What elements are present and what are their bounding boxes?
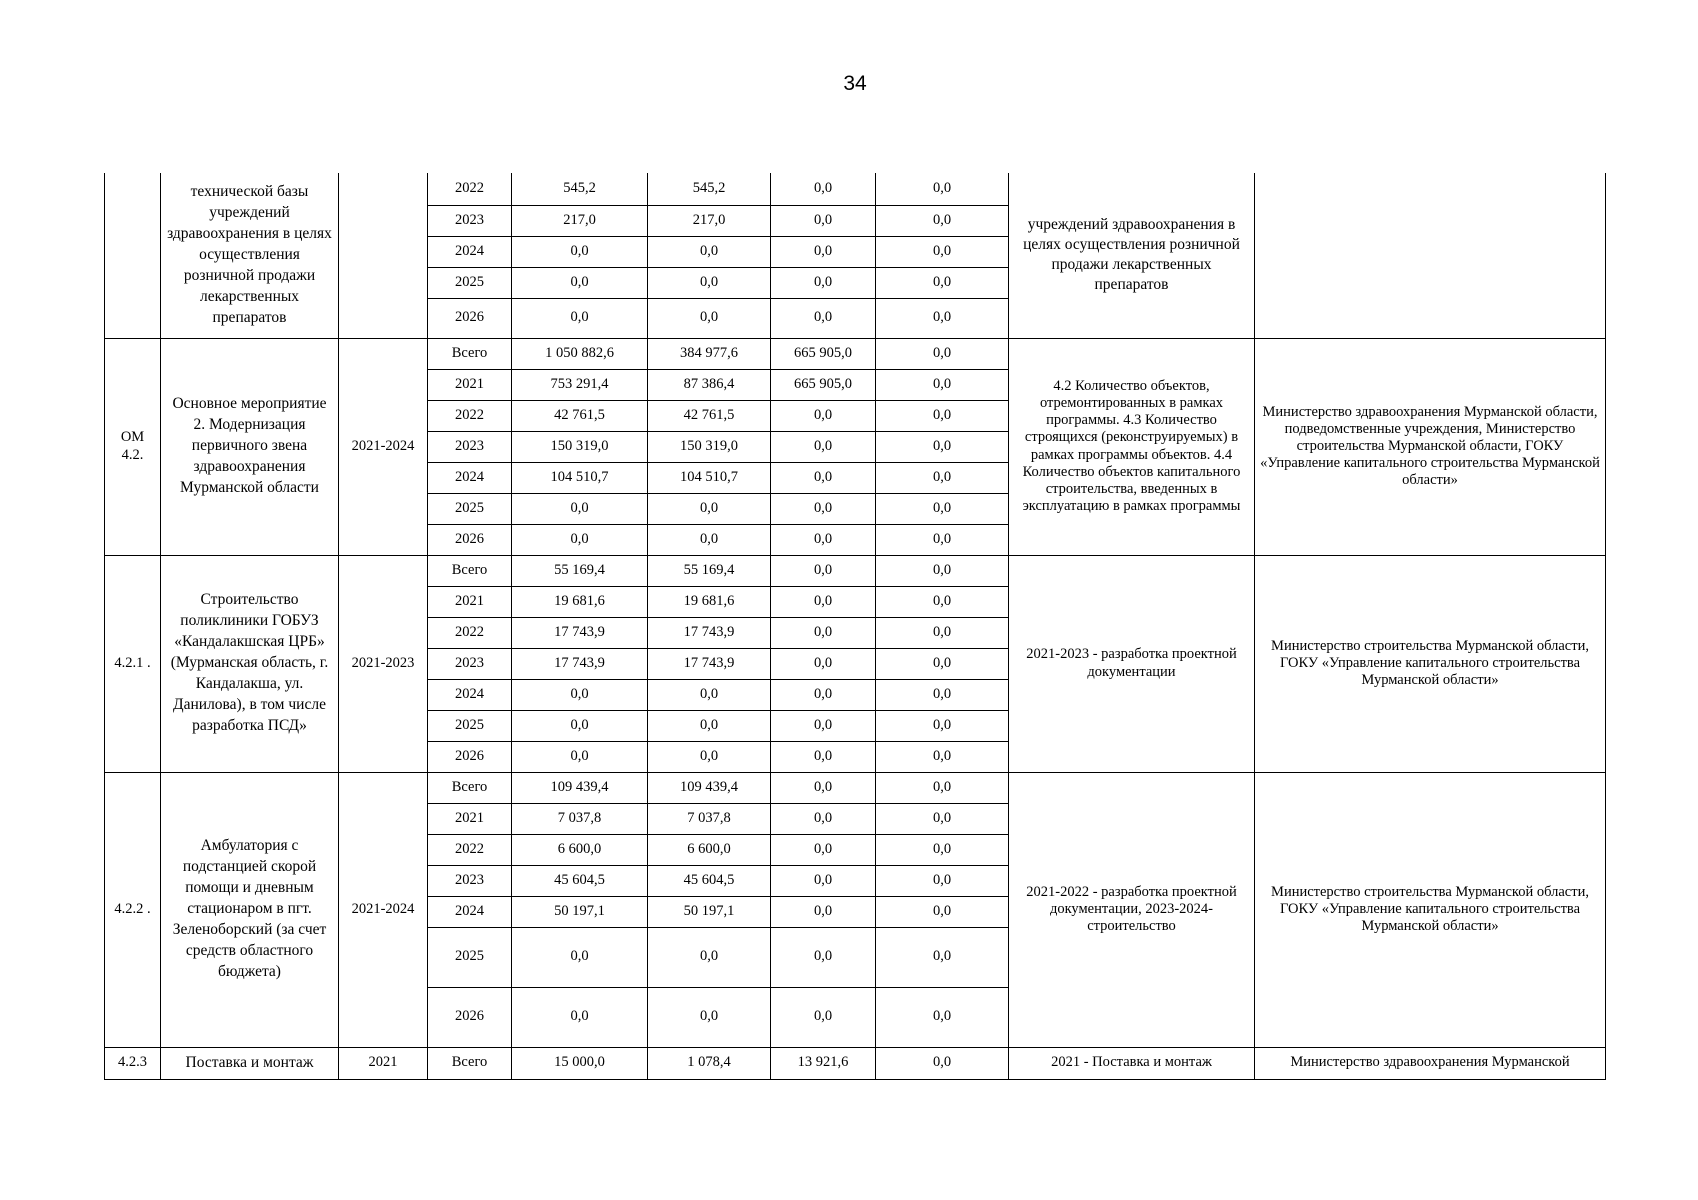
budget-cell: 0,0 xyxy=(771,710,876,741)
indicator-cell: учреждений здравоохранения в целях осуществления розничной продажи лекарственных препаратов xyxy=(1009,173,1255,338)
budget-cell: 0,0 xyxy=(876,493,1009,524)
table-row xyxy=(105,772,1606,803)
year-cell: 2026 xyxy=(428,524,512,555)
total-cell: 0,0 xyxy=(512,493,648,524)
indicator-cell: 2021-2022 - разработка проектной документации, 2023-2024-строительство xyxy=(1009,772,1255,1047)
budget-cell: 0,0 xyxy=(771,834,876,865)
budget-cell: 19 681,6 xyxy=(648,586,771,617)
budget-cell: 42 761,5 xyxy=(648,400,771,431)
year-cell: 2023 xyxy=(428,648,512,679)
executor-cell: Министерство здравоохранения Мурманской области, подведомственные учреждения, Министерство строительства Мурманской области, ГОКУ «Управление капитального строительства Мурманской области» xyxy=(1255,338,1606,555)
year-cell: 2021 xyxy=(428,586,512,617)
measure-name: технической базы учреждений здравоохранения в целях осуществления розничной продажи лекарственных препаратов xyxy=(161,173,339,338)
budget-cell: 1 078,4 xyxy=(648,1047,771,1079)
budget-cell: 17 743,9 xyxy=(648,648,771,679)
budget-cell: 0,0 xyxy=(771,205,876,236)
program-table xyxy=(104,173,1606,1080)
measure-period: 2021-2024 xyxy=(339,338,428,555)
measure-name: Строительство поликлиники ГОБУЗ «Кандалакшская ЦРБ» (Мурманская область, г. Кандалакша, ул. Данилова), в том числе разработка ПСД» xyxy=(161,555,339,772)
budget-cell: 0,0 xyxy=(876,987,1009,1047)
budget-cell: 109 439,4 xyxy=(648,772,771,803)
year-cell: 2022 xyxy=(428,173,512,205)
total-cell: 7 037,8 xyxy=(512,803,648,834)
budget-cell: 0,0 xyxy=(648,679,771,710)
year-cell: 2022 xyxy=(428,834,512,865)
total-cell: 0,0 xyxy=(512,236,648,267)
measure-period: 2021 xyxy=(339,1047,428,1079)
budget-cell: 0,0 xyxy=(876,896,1009,927)
budget-cell: 0,0 xyxy=(876,803,1009,834)
budget-cell: 0,0 xyxy=(771,236,876,267)
budget-cell: 0,0 xyxy=(876,400,1009,431)
budget-cell: 0,0 xyxy=(876,555,1009,586)
budget-cell: 0,0 xyxy=(771,400,876,431)
total-cell: 0,0 xyxy=(512,298,648,338)
budget-cell: 0,0 xyxy=(771,741,876,772)
year-cell: Всего xyxy=(428,338,512,369)
executor-cell: Министерство строительства Мурманской области, ГОКУ «Управление капитального строительства Мурманской области» xyxy=(1255,772,1606,1047)
measure-period: 2021-2024 xyxy=(339,772,428,1047)
budget-cell: 0,0 xyxy=(648,741,771,772)
total-cell: 45 604,5 xyxy=(512,865,648,896)
budget-cell: 45 604,5 xyxy=(648,865,771,896)
budget-cell: 0,0 xyxy=(771,524,876,555)
budget-cell: 17 743,9 xyxy=(648,617,771,648)
budget-cell: 0,0 xyxy=(876,710,1009,741)
budget-cell: 0,0 xyxy=(648,236,771,267)
budget-cell: 0,0 xyxy=(771,896,876,927)
total-cell: 109 439,4 xyxy=(512,772,648,803)
budget-cell: 0,0 xyxy=(771,679,876,710)
year-cell: 2023 xyxy=(428,431,512,462)
budget-cell: 0,0 xyxy=(648,267,771,298)
budget-cell: 0,0 xyxy=(771,927,876,987)
budget-cell: 0,0 xyxy=(771,173,876,205)
year-cell: 2025 xyxy=(428,710,512,741)
total-cell: 753 291,4 xyxy=(512,369,648,400)
budget-cell: 0,0 xyxy=(876,338,1009,369)
budget-cell: 0,0 xyxy=(771,803,876,834)
total-cell: 0,0 xyxy=(512,679,648,710)
budget-cell: 0,0 xyxy=(771,865,876,896)
total-cell: 17 743,9 xyxy=(512,617,648,648)
budget-cell: 0,0 xyxy=(876,741,1009,772)
budget-cell: 0,0 xyxy=(771,462,876,493)
budget-cell: 0,0 xyxy=(648,493,771,524)
budget-cell: 0,0 xyxy=(876,462,1009,493)
measure-code: 4.2.2 . xyxy=(105,772,161,1047)
table-row xyxy=(105,1047,1606,1079)
total-cell: 15 000,0 xyxy=(512,1047,648,1079)
measure-code xyxy=(105,173,161,338)
budget-cell: 0,0 xyxy=(771,267,876,298)
measure-name: Основное мероприятие 2. Модернизация первичного звена здравоохранения Мурманской области xyxy=(161,338,339,555)
total-cell: 42 761,5 xyxy=(512,400,648,431)
year-cell: 2025 xyxy=(428,927,512,987)
total-cell: 0,0 xyxy=(512,524,648,555)
budget-cell: 150 319,0 xyxy=(648,431,771,462)
budget-cell: 0,0 xyxy=(648,298,771,338)
budget-cell: 0,0 xyxy=(771,298,876,338)
total-cell: 50 197,1 xyxy=(512,896,648,927)
executor-cell xyxy=(1255,173,1606,338)
budget-cell: 0,0 xyxy=(648,927,771,987)
budget-cell: 87 386,4 xyxy=(648,369,771,400)
year-cell: 2021 xyxy=(428,369,512,400)
total-cell: 1 050 882,6 xyxy=(512,338,648,369)
budget-cell: 0,0 xyxy=(876,173,1009,205)
budget-cell: 0,0 xyxy=(876,236,1009,267)
year-cell: 2024 xyxy=(428,679,512,710)
budget-cell: 0,0 xyxy=(771,431,876,462)
year-cell: 2024 xyxy=(428,896,512,927)
budget-cell: 0,0 xyxy=(876,927,1009,987)
budget-cell: 0,0 xyxy=(648,524,771,555)
budget-cell: 0,0 xyxy=(876,298,1009,338)
year-cell: 2022 xyxy=(428,400,512,431)
budget-cell: 0,0 xyxy=(876,865,1009,896)
table-row xyxy=(105,338,1606,369)
table-row xyxy=(105,555,1606,586)
year-cell: 2022 xyxy=(428,617,512,648)
budget-cell: 0,0 xyxy=(771,586,876,617)
budget-cell: 104 510,7 xyxy=(648,462,771,493)
budget-cell: 0,0 xyxy=(876,586,1009,617)
page-number: 34 xyxy=(843,72,867,95)
budget-cell: 0,0 xyxy=(648,710,771,741)
total-cell: 217,0 xyxy=(512,205,648,236)
budget-cell: 0,0 xyxy=(876,772,1009,803)
total-cell: 0,0 xyxy=(512,987,648,1047)
measure-code: 4.2.3 xyxy=(105,1047,161,1079)
measure-name: Поставка и монтаж xyxy=(161,1047,339,1079)
budget-cell: 0,0 xyxy=(771,772,876,803)
budget-cell: 0,0 xyxy=(876,431,1009,462)
measure-name: Амбулатория с подстанцией скорой помощи и дневным стационаром в пгт. Зеленоборский (за счет средств областного бюджета) xyxy=(161,772,339,1047)
total-cell: 55 169,4 xyxy=(512,555,648,586)
year-cell: 2025 xyxy=(428,267,512,298)
budget-cell: 0,0 xyxy=(876,369,1009,400)
year-cell: 2025 xyxy=(428,493,512,524)
measure-code: ОМ 4.2. xyxy=(105,338,161,555)
total-cell: 0,0 xyxy=(512,267,648,298)
year-cell: 2026 xyxy=(428,987,512,1047)
year-cell: 2026 xyxy=(428,741,512,772)
budget-cell: 545,2 xyxy=(648,173,771,205)
budget-cell: 665 905,0 xyxy=(771,369,876,400)
budget-cell: 665 905,0 xyxy=(771,338,876,369)
budget-cell: 0,0 xyxy=(876,617,1009,648)
budget-cell: 0,0 xyxy=(876,524,1009,555)
year-cell: 2024 xyxy=(428,462,512,493)
budget-cell: 384 977,6 xyxy=(648,338,771,369)
total-cell: 6 600,0 xyxy=(512,834,648,865)
year-cell: 2023 xyxy=(428,865,512,896)
total-cell: 0,0 xyxy=(512,710,648,741)
executor-cell: Министерство строительства Мурманской области, ГОКУ «Управление капитального строительства Мурманской области» xyxy=(1255,555,1606,772)
executor-cell: Министерство здравоохранения Мурманской xyxy=(1255,1047,1606,1079)
budget-cell: 0,0 xyxy=(771,987,876,1047)
indicator-cell: 4.2 Количество объектов, отремонтированных в рамках программы. 4.3 Количество строящихся (реконструируемых) в рамках программы объектов. 4.4 Количество объектов капитального строительства, введенных в эксплуатацию в рамках программы xyxy=(1009,338,1255,555)
budget-cell: 0,0 xyxy=(771,493,876,524)
budget-cell: 0,0 xyxy=(876,205,1009,236)
budget-cell: 50 197,1 xyxy=(648,896,771,927)
measure-period xyxy=(339,173,428,338)
budget-cell: 13 921,6 xyxy=(771,1047,876,1079)
budget-cell: 0,0 xyxy=(876,267,1009,298)
budget-cell: 217,0 xyxy=(648,205,771,236)
total-cell: 17 743,9 xyxy=(512,648,648,679)
budget-cell: 0,0 xyxy=(771,555,876,586)
indicator-cell: 2021-2023 - разработка проектной документации xyxy=(1009,555,1255,772)
year-cell: 2023 xyxy=(428,205,512,236)
year-cell: Всего xyxy=(428,772,512,803)
budget-cell: 0,0 xyxy=(876,1047,1009,1079)
year-cell: Всего xyxy=(428,555,512,586)
total-cell: 0,0 xyxy=(512,927,648,987)
measure-period: 2021-2023 xyxy=(339,555,428,772)
budget-cell: 55 169,4 xyxy=(648,555,771,586)
budget-cell: 0,0 xyxy=(648,987,771,1047)
budget-cell: 0,0 xyxy=(876,834,1009,865)
budget-cell: 0,0 xyxy=(876,648,1009,679)
budget-cell: 0,0 xyxy=(771,617,876,648)
total-cell: 0,0 xyxy=(512,741,648,772)
budget-cell: 6 600,0 xyxy=(648,834,771,865)
indicator-cell: 2021 - Поставка и монтаж xyxy=(1009,1047,1255,1079)
year-cell: Всего xyxy=(428,1047,512,1079)
budget-cell: 7 037,8 xyxy=(648,803,771,834)
total-cell: 150 319,0 xyxy=(512,431,648,462)
budget-cell: 0,0 xyxy=(876,679,1009,710)
year-cell: 2024 xyxy=(428,236,512,267)
year-cell: 2026 xyxy=(428,298,512,338)
budget-cell: 0,0 xyxy=(771,648,876,679)
total-cell: 104 510,7 xyxy=(512,462,648,493)
year-cell: 2021 xyxy=(428,803,512,834)
table-row xyxy=(105,173,1606,205)
measure-code: 4.2.1 . xyxy=(105,555,161,772)
total-cell: 19 681,6 xyxy=(512,586,648,617)
total-cell: 545,2 xyxy=(512,173,648,205)
